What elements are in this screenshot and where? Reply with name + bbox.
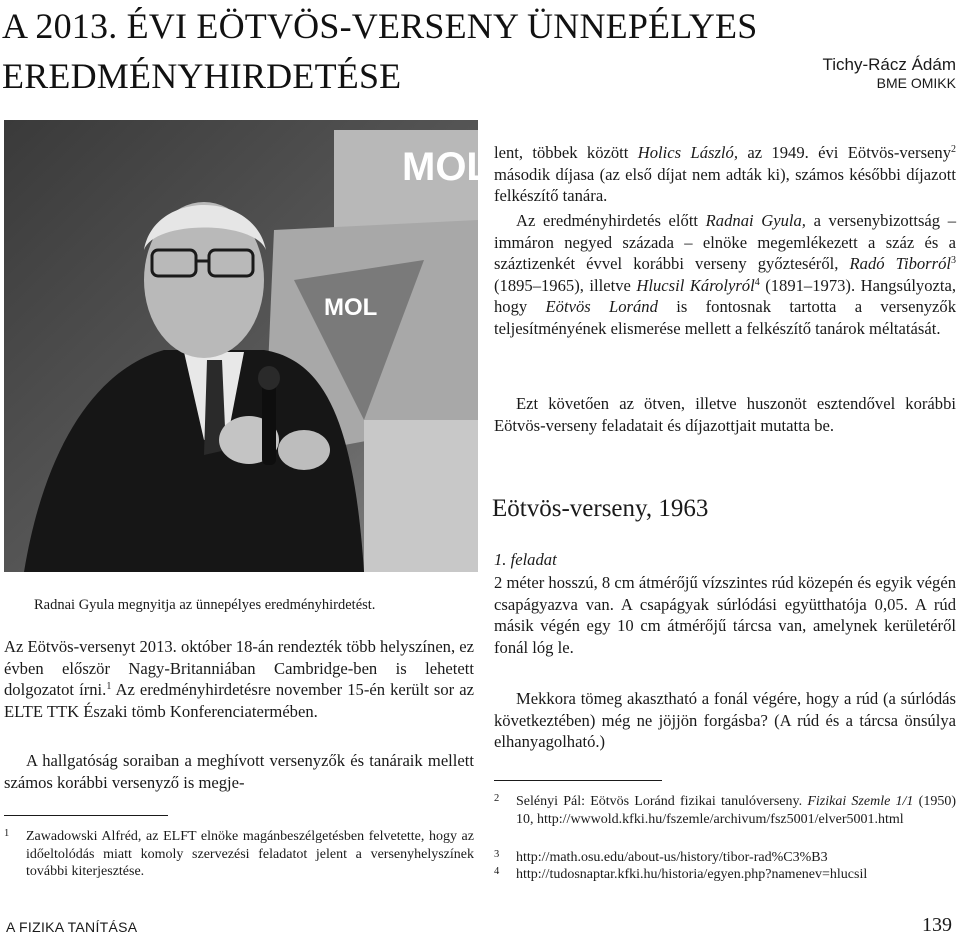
left-p1-text-b: Az eredményhirdetésre november 15-én került sor az ELTE TTK Északi tömb Konferenciatermében. — [4, 680, 474, 721]
footnote-3 — [494, 849, 956, 867]
footnote-ref-1[interactable]: 1 — [106, 681, 112, 693]
right-paragraph-3: Ezt követően az ötven, illetve huszonöt esztendővel korábbi Eötvös-verseny feladatait és díjazottjait mutatta be. — [494, 394, 956, 435]
person-name-rado: Radó Tiborról — [849, 254, 951, 274]
person-name-eotvos: Eötvös Loránd — [545, 297, 658, 317]
author-affiliation: BME OMIKK — [876, 75, 956, 91]
footnote-1 — [4, 828, 474, 881]
footnote-3-number: 3 — [494, 849, 500, 860]
footnote-2-text-a: Selényi Pál: Eötvös Loránd fizikai tanulóverseny. — [516, 794, 808, 809]
right-paragraph-1 — [494, 142, 956, 207]
article-title-line-2: EREDMÉNYHIRDETÉSE — [2, 56, 402, 96]
left-p1-text-a: Az Eötvös-versenyt 2013. október 18-án rendezték több helyszínen, ez évben először Nagy-Britanniában Cambridge-ben is lehetett dolgozatot írni. — [4, 637, 475, 700]
left-paragraph-1 — [4, 636, 474, 722]
footnote-ref-4[interactable]: 4 — [754, 276, 760, 288]
footnote-2-journal: Fizikai Szemle 1/1 — [807, 794, 914, 809]
footnote-2-text — [494, 793, 956, 828]
task-paragraph-2: Mekkora tömeg akasztható a fonál végére, hogy a rúd (a súrlódás következtében) még ne jöjjön forgásba? (A rúd és a tárcsa önsúlya elhanyagolható.) — [494, 689, 956, 752]
task-paragraph-1: 2 méter hosszú, 8 cm átmérőjű vízszintes rúd közepén és egyik végén csapágyazva van. A csapágyak súrlódási együtthatója 0,05. A rúd másik végén egy 10 cm átmérőjű tárcsa van, amelynek kerületéről fonál lóg le. — [494, 573, 956, 657]
banner-logo-text-1: MOL — [402, 145, 491, 189]
person-name-radnai: Radnai Gyula, — [705, 211, 806, 230]
article-title-line-1: A 2013. ÉVI EÖTVÖS-VERSENY ÜNNEPÉLYES — [2, 6, 758, 46]
right-p2-text-c: (1895–1965), illetve — [494, 275, 637, 295]
right-p2-text-e: is fontosnak tartotta a versenyzők teljesítményének elismerése mellett a felkészítő tanárok méltatását. — [494, 297, 956, 338]
footnote-1-text: Zawadowski Alfréd, az ELFT elnöke magánbeszélgetésben felvetette, hogy az időeltolódás miatt komoly szervezési feladatot jelent a versenyhelyszínek további kiterjesztése. — [26, 829, 474, 879]
task-label — [494, 549, 956, 571]
footnote-ref-2[interactable]: 2 — [951, 144, 956, 155]
left-paragraph-2: A hallgatóság soraiban a meghívott versenyzők és tanáraik mellett számos korábbi versenyző is megje- — [4, 751, 474, 792]
footnote-3-link[interactable]: http://math.osu.edu/about-us/history/tibor-rad%C3%B3 — [516, 850, 828, 865]
right-p1-text-b: az 1949. évi Eötvös-verseny — [737, 143, 951, 162]
right-p1-text-a: lent, többek között — [494, 143, 638, 162]
right-paragraph-2 — [494, 210, 956, 340]
page-number: 139 — [922, 914, 952, 936]
person-name-hlucsil: Hlucsil Károlyról — [636, 275, 755, 295]
speaker-photo-graphic — [4, 120, 491, 572]
speaker-photo — [4, 120, 491, 572]
footnote-4-number: 4 — [494, 866, 500, 877]
photo-caption: Radnai Gyula megnyitja az ünnepélyes eredményhirdetést. — [34, 597, 376, 613]
task-label-text: 1. feladat — [494, 550, 557, 569]
right-p2-text-d: (1891–1973). Hangsúlyozta, hogy — [494, 275, 957, 317]
footnote-1-number: 1 — [4, 828, 10, 839]
author-name: Tichy-Rácz Ádám — [822, 55, 956, 74]
footnote-4-link[interactable]: http://tudosnaptar.kfki.hu/historia/egyen.php?namenev=hlucsil — [516, 867, 868, 882]
footnote-2-link[interactable]: (1950) 10, http://wwwold.kfki.hu/fszemle/archivum/fsz5001/elver5001.html — [516, 794, 956, 827]
right-p1-text-c: második díjasa (az első díjat nem adták ki), számos későbbi díjazott felkészítő tanára. — [494, 164, 956, 206]
person-name-holics: Holics László, — [637, 143, 738, 162]
banner-logo-text-2: MOL — [324, 294, 378, 321]
footnote-4 — [494, 866, 956, 884]
footnote-ref-3[interactable]: 3 — [951, 255, 956, 267]
author-block — [822, 56, 956, 92]
right-p2-text-a: Az eredményhirdetés előtt — [516, 211, 706, 230]
right-p2-text-b: a versenybizottság – immáron negyed százada – elnöke megemlékezett a száz és a száztizenkét évvel korábbi verseny győzteséről, — [494, 211, 956, 274]
footer-journal-name: A FIZIKA TANÍTÁSA — [6, 919, 138, 935]
footnote-2-number: 2 — [494, 793, 500, 804]
footnote-divider-left — [4, 815, 168, 816]
footnote-divider-right — [494, 780, 662, 781]
section-heading: Eötvös-verseny, 1963 — [492, 495, 709, 522]
footnote-2 — [494, 793, 956, 828]
